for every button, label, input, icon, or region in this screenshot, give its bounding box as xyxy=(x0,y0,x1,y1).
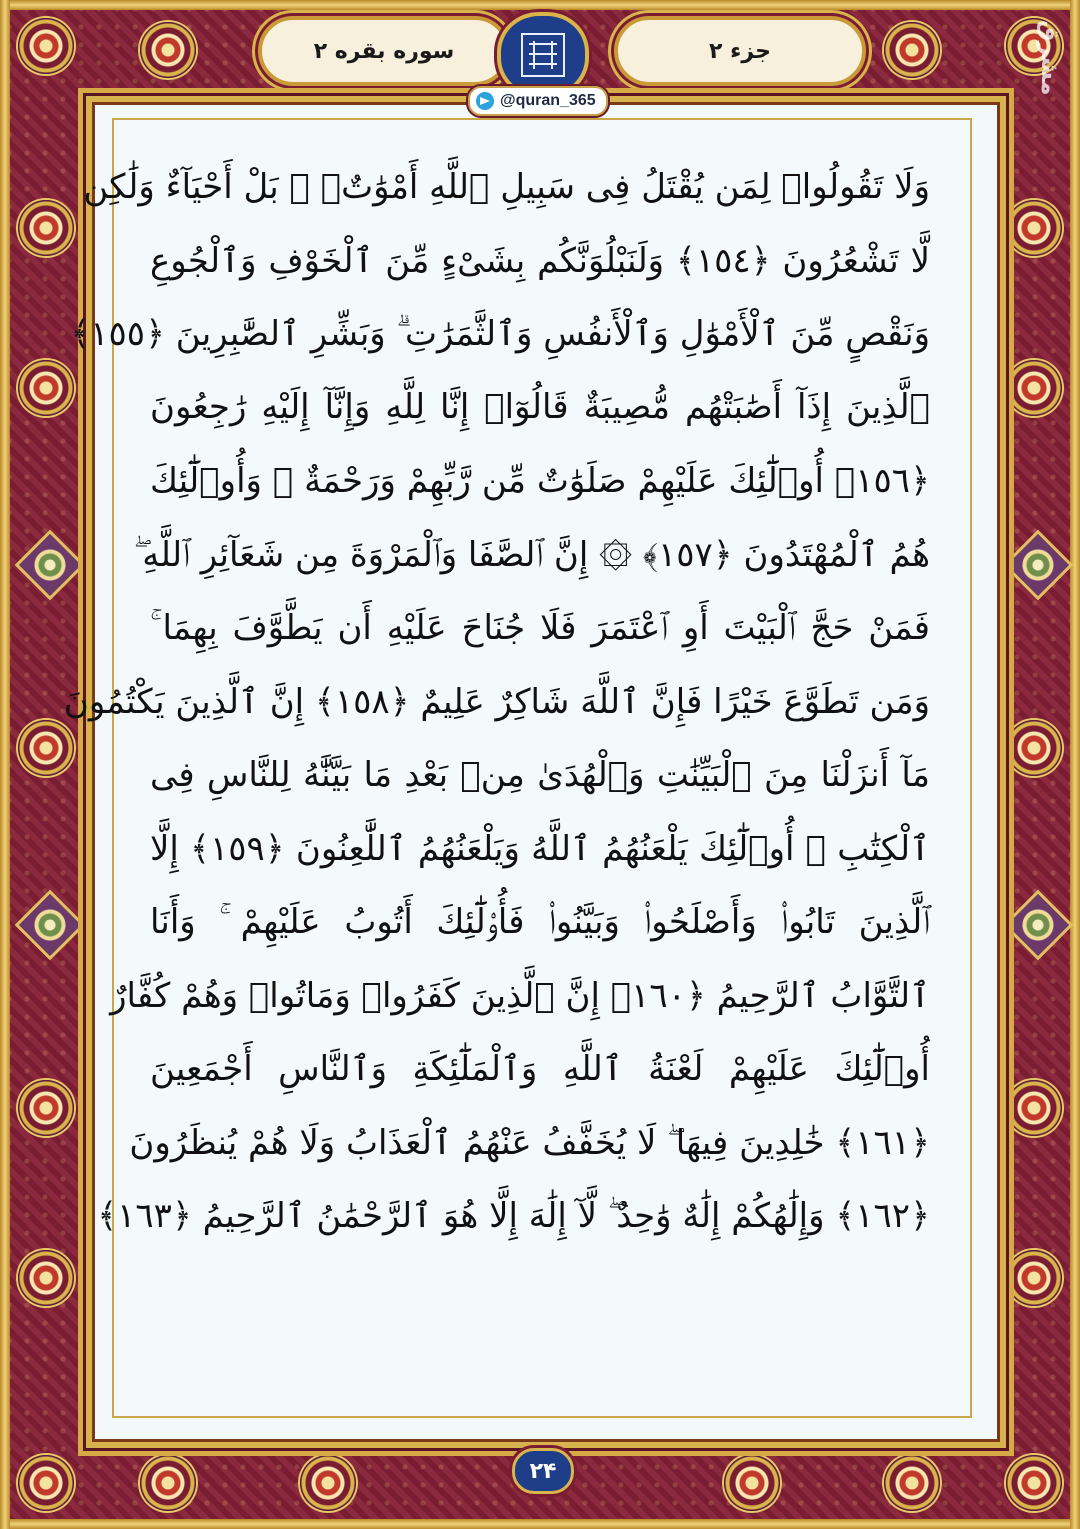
corner-medallion-icon xyxy=(18,1455,74,1511)
verse-text: ٱلَّذِينَ تَابُوا۟ وَأَصْلَحُوا۟ وَبَيَّنُوا۟ فَأُو۟لَٰٓئِكَ أَتُوبُ عَلَيْهِمْ ۚ وَأَنَا xyxy=(150,901,930,942)
juz-label: جزء ۲ xyxy=(709,38,771,64)
corner-medallion-icon xyxy=(1006,1455,1062,1511)
surah-label: سوره بقره ۲ xyxy=(313,38,455,64)
page-number: ۲۴ xyxy=(529,1458,557,1484)
verse-text: وَمَن تَطَوَّعَ خَيْرًا فَإِنَّ ٱللَّهَ شَاكِرٌ عَلِيمٌ ﴿١٥٨﴾ إِنَّ ٱلَّذِينَ يَكْتُمُونَ xyxy=(63,681,930,722)
watermark-logo: مشرق xyxy=(1036,20,1064,96)
verse-text: وَلَا تَقُولُوا۟ لِمَن يُقْتَلُ فِى سَبِيلِ ٱللَّهِ أَمْوَٰتٌۢ ۚ بَلْ أَحْيَآءٌ وَلَٰكِن xyxy=(83,166,930,207)
text-line xyxy=(150,1032,930,1106)
diamond-ornament-icon xyxy=(1003,890,1074,961)
verse-text: ﴿١٦٢﴾ وَإِلَٰهُكُمْ إِلَٰهٌ وَٰحِدٌ ۖ لَّآ إِلَٰهَ إِلَّا هُوَ ٱلرَّحْمَٰنُ ٱلرَّحِيمُ ﴿١٦٣﴾ xyxy=(97,1196,930,1237)
surah-cartouche xyxy=(258,16,510,86)
page-number-badge xyxy=(512,1448,574,1494)
diamond-ornament-icon xyxy=(15,530,86,601)
text-line xyxy=(133,518,930,592)
verse-text: لَّا تَشْعُرُونَ ﴿١٥٤﴾ وَلَنَبْلُوَنَّكُم بِشَىْءٍ مِّنَ ٱلْخَوْفِ وَٱلْجُوعِ xyxy=(150,240,930,281)
medallion-icon xyxy=(1006,1080,1062,1136)
text-line xyxy=(150,444,930,518)
medallion-icon xyxy=(1006,200,1062,256)
medallion-icon xyxy=(884,22,940,78)
medallion-icon xyxy=(1006,720,1062,776)
verse-text: مَآ أَنزَلْنَا مِنَ ٱلْبَيِّنَٰتِ وَٱلْهُدَىٰ مِنۢ بَعْدِ مَا بَيَّنَّٰهُ لِلنَّاسِ فِى xyxy=(150,754,930,795)
frame-rail-right xyxy=(1070,0,1080,1529)
verse-text: ٱلَّذِينَ إِذَآ أَصَٰبَتْهُم مُّصِيبَةٌ قَالُوٓا۟ إِنَّا لِلَّهِ وَإِنَّآ إِلَيْهِ رَٰجِعُونَ xyxy=(150,387,930,428)
text-line xyxy=(150,371,930,445)
medallion-icon xyxy=(18,360,74,416)
medallion-icon xyxy=(140,22,196,78)
text-line xyxy=(150,591,930,665)
verse-text: أُو۟لَٰٓئِكَ عَلَيْهِمْ لَعْنَةُ ٱللَّهِ وَٱلْمَلَٰٓئِكَةِ وَٱلنَّاسِ أَجْمَعِينَ xyxy=(150,1049,930,1090)
text-line xyxy=(150,812,930,886)
medallion-icon xyxy=(18,720,74,776)
medallion-icon xyxy=(140,1455,196,1511)
quran-text xyxy=(63,150,930,1253)
verse-text: ٱلتَّوَّابُ ٱلرَّحِيمُ ﴿١٦٠﴾ إِنَّ ٱلَّذِينَ كَفَرُوا۟ وَمَاتُوا۟ وَهُمْ كُفَّارٌ xyxy=(110,975,930,1016)
medallion-icon xyxy=(18,200,74,256)
text-line xyxy=(150,224,930,298)
text-line xyxy=(150,885,930,959)
frame-rail-left xyxy=(0,0,10,1529)
diamond-ornament-icon xyxy=(15,890,86,961)
text-line xyxy=(110,959,930,1033)
text-line xyxy=(70,297,930,371)
medallion-icon xyxy=(300,1455,356,1511)
verse-text: ﴿١٥٦﴾ أُو۟لَٰٓئِكَ عَلَيْهِمْ صَلَوَٰتٌ مِّن رَّبِّهِمْ وَرَحْمَةٌ ۖ وَأُو۟لَٰٓئِكَ xyxy=(150,461,930,502)
verse-text: فَمَنْ حَجَّ ٱلْبَيْتَ أَوِ ٱعْتَمَرَ فَلَا جُنَاحَ عَلَيْهِ أَن يَطَّوَّفَ بِهِمَا ۚ xyxy=(150,607,930,648)
text-line xyxy=(97,1179,930,1253)
diamond-ornament-icon xyxy=(1003,530,1074,601)
text-line xyxy=(129,1106,930,1180)
telegram-handle: @quran_365 xyxy=(500,92,596,109)
medallion-icon xyxy=(724,1455,780,1511)
verse-text: وَنَقْصٍ مِّنَ ٱلْأَمْوَٰلِ وَٱلْأَنفُسِ وَٱلثَّمَرَٰتِ ۗ وَبَشِّرِ ٱلصَّٰبِرِينَ ﴿١٥٥﴾ xyxy=(70,314,930,355)
text-line xyxy=(63,665,930,739)
medallion-icon xyxy=(18,1080,74,1136)
medallion-icon xyxy=(18,1250,74,1306)
juz-cartouche xyxy=(614,16,866,86)
verse-text: ﴿١٦١﴾ خَٰلِدِينَ فِيهَا ۖ لَا يُخَفَّفُ عَنْهُمُ ٱلْعَذَابُ وَلَا هُمْ يُنظَرُونَ xyxy=(129,1122,930,1163)
verse-text: ٱلْكِتَٰبِ ۙ أُو۟لَٰٓئِكَ يَلْعَنُهُمُ ٱللَّهُ وَيَلْعَنُهُمُ ٱللَّٰعِنُونَ ﴿١٥٩﴾ إِلَّا xyxy=(150,828,930,869)
frame-rail-top xyxy=(0,0,1080,10)
telegram-handle-badge[interactable] xyxy=(468,86,608,116)
verse-text: هُمُ ٱلْمُهْتَدُونَ ﴿١٥٧﴾ ۞ إِنَّ ٱلصَّفَا وَٱلْمَرْوَةَ مِن شَعَآئِرِ ٱللَّهِ ۖ xyxy=(133,534,930,575)
medallion-icon xyxy=(1006,360,1062,416)
text-line xyxy=(150,738,930,812)
kufic-square-icon xyxy=(521,33,565,77)
text-line xyxy=(83,150,930,224)
medallion-icon xyxy=(1006,1250,1062,1306)
frame-rail-bottom xyxy=(0,1519,1080,1529)
telegram-icon xyxy=(476,92,494,110)
medallion-icon xyxy=(884,1455,940,1511)
corner-medallion-icon xyxy=(18,18,74,74)
